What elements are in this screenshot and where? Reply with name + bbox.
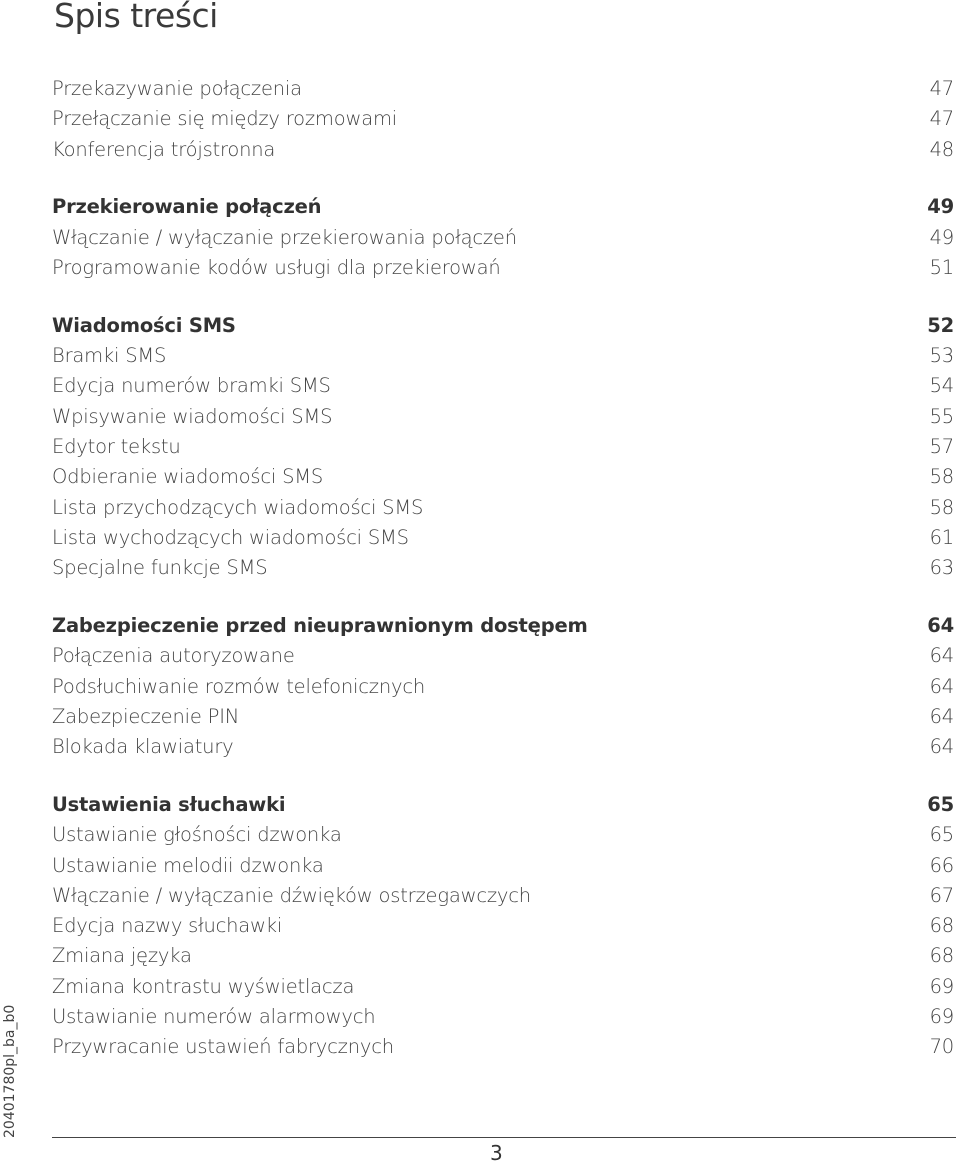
toc-section-heading: [52, 192, 954, 222]
toc-entry: [52, 135, 954, 165]
toc-entry-label: Zabezpieczenie PIN: [52, 704, 240, 728]
toc-entry: [52, 672, 954, 702]
toc-entry-page: 48: [929, 137, 954, 161]
toc-entry-page: 47: [929, 77, 954, 100]
toc-entry: [52, 371, 954, 401]
toc-entry-page: 52: [927, 313, 954, 337]
toc-entry-label: Programowanie kodów usługi dla przekierowań: [52, 255, 501, 279]
toc-entry-page: 70: [929, 1035, 954, 1059]
toc-entry-page: 64: [929, 644, 954, 668]
toc-entry-page: 49: [929, 225, 954, 249]
toc-entry-page: 54: [929, 374, 954, 398]
toc-section: [52, 74, 954, 165]
toc-entry-page: 64: [929, 704, 954, 728]
toc-entry-label: Edycja numerów bramki SMS: [52, 374, 331, 398]
page-number: 3: [490, 1141, 503, 1165]
toc-entry-page: 58: [929, 495, 954, 519]
toc-entry-label: Specjalne funkcje SMS: [52, 556, 268, 580]
toc-entry-page: 47: [929, 107, 954, 131]
toc-entry: [52, 341, 954, 371]
toc-entry-label: Przekierowanie połączeń: [52, 195, 322, 219]
toc-section: [52, 611, 954, 762]
toc-section-heading: [52, 311, 954, 341]
toc-entry-label: Włączanie / wyłączanie dźwięków ostrzegawczych: [52, 883, 531, 907]
toc-entry: [52, 553, 954, 583]
toc-entry-page: 69: [929, 974, 954, 998]
toc-entry-label: Konferencja trójstronna: [52, 137, 276, 161]
toc-entry-label: Blokada klawiatury: [52, 735, 234, 759]
toc-entry: [52, 462, 954, 492]
toc-entry-page: 69: [929, 1005, 954, 1029]
toc-entry-label: Zabezpieczenie przed nieuprawnionym dostępem: [52, 613, 588, 637]
toc-entry: [52, 223, 954, 253]
toc-entry-page: 64: [927, 613, 954, 637]
toc-entry-label: Edytor tekstu: [52, 434, 181, 458]
toc-section-heading: [52, 611, 954, 641]
toc-entry-label: Podsłuchiwanie rozmów telefonicznych: [52, 674, 425, 698]
toc-entry-page: 66: [929, 853, 954, 877]
toc-entry-page: 57: [929, 434, 954, 458]
toc-entry-label: Odbieranie wiadomości SMS: [52, 465, 324, 489]
toc-entry-page: 68: [929, 914, 954, 938]
toc-entry: [52, 941, 954, 971]
toc-entry-label: Ustawienia słuchawki: [52, 792, 286, 816]
toc-entry-label: Przełączanie się między rozmowami: [52, 107, 397, 131]
footer-divider: [52, 1137, 956, 1138]
toc-entry-page: 65: [929, 823, 954, 847]
toc-entry-label: Ustawianie głośności dzwonka: [52, 823, 342, 847]
toc-entry: [52, 1002, 954, 1032]
table-of-contents: [52, 74, 954, 1090]
toc-entry-label: Zmiana kontrastu wyświetlacza: [52, 974, 355, 998]
toc-entry: [52, 641, 954, 671]
toc-entry-page: 67: [929, 883, 954, 907]
toc-entry-page: 58: [929, 465, 954, 489]
toc-entry-page: 64: [929, 735, 954, 759]
toc-entry-label: Edycja nazwy słuchawki: [52, 914, 283, 938]
toc-entry-label: Ustawianie melodii dzwonka: [52, 853, 324, 877]
toc-entry: [52, 493, 954, 523]
toc-entry-label: Ustawianie numerów alarmowych: [52, 1005, 376, 1029]
toc-entry-page: 64: [929, 674, 954, 698]
toc-entry-label: Lista wychodzących wiadomości SMS: [52, 525, 409, 549]
toc-entry-page: 61: [929, 525, 954, 549]
toc-entry-label: Przekazywanie połączenia: [52, 77, 302, 100]
toc-entry-page: 55: [929, 404, 954, 428]
toc-entry-label: Przywracanie ustawień fabrycznych: [52, 1035, 394, 1059]
toc-entry-label: Zmiana języka: [52, 944, 192, 968]
toc-entry: [52, 74, 954, 104]
toc-entry-page: 53: [929, 344, 954, 368]
toc-entry: [52, 702, 954, 732]
toc-section: [52, 790, 954, 1063]
toc-entry-page: 65: [927, 792, 954, 816]
toc-entry-label: Wiadomości SMS: [52, 313, 236, 337]
toc-entry: [52, 432, 954, 462]
toc-entry: [52, 972, 954, 1002]
toc-entry: [52, 732, 954, 762]
toc-section: [52, 311, 954, 584]
toc-entry-page: 49: [927, 195, 954, 219]
toc-section-heading: [52, 790, 954, 820]
toc-entry-label: Lista przychodzących wiadomości SMS: [52, 495, 424, 519]
toc-entry: [52, 820, 954, 850]
toc-entry-label: Wpisywanie wiadomości SMS: [52, 404, 333, 428]
toc-entry-label: Bramki SMS: [52, 344, 167, 368]
toc-entry-page: 51: [929, 255, 954, 279]
toc-entry-label: Włączanie / wyłączanie przekierowania połączeń: [52, 225, 517, 249]
toc-entry-page: 63: [929, 556, 954, 580]
document-code: 20401780pl_ba_b0: [2, 1004, 18, 1138]
page-title: Spis treści: [54, 0, 218, 35]
toc-entry: [52, 402, 954, 432]
toc-entry: [52, 253, 954, 283]
toc-entry: [52, 104, 954, 134]
toc-entry: [52, 881, 954, 911]
toc-entry: [52, 1032, 954, 1062]
toc-entry: [52, 911, 954, 941]
toc-entry-label: Połączenia autoryzowane: [52, 644, 295, 668]
toc-entry-page: 68: [929, 944, 954, 968]
toc-entry: [52, 851, 954, 881]
toc-entry: [52, 523, 954, 553]
toc-section: [52, 192, 954, 283]
